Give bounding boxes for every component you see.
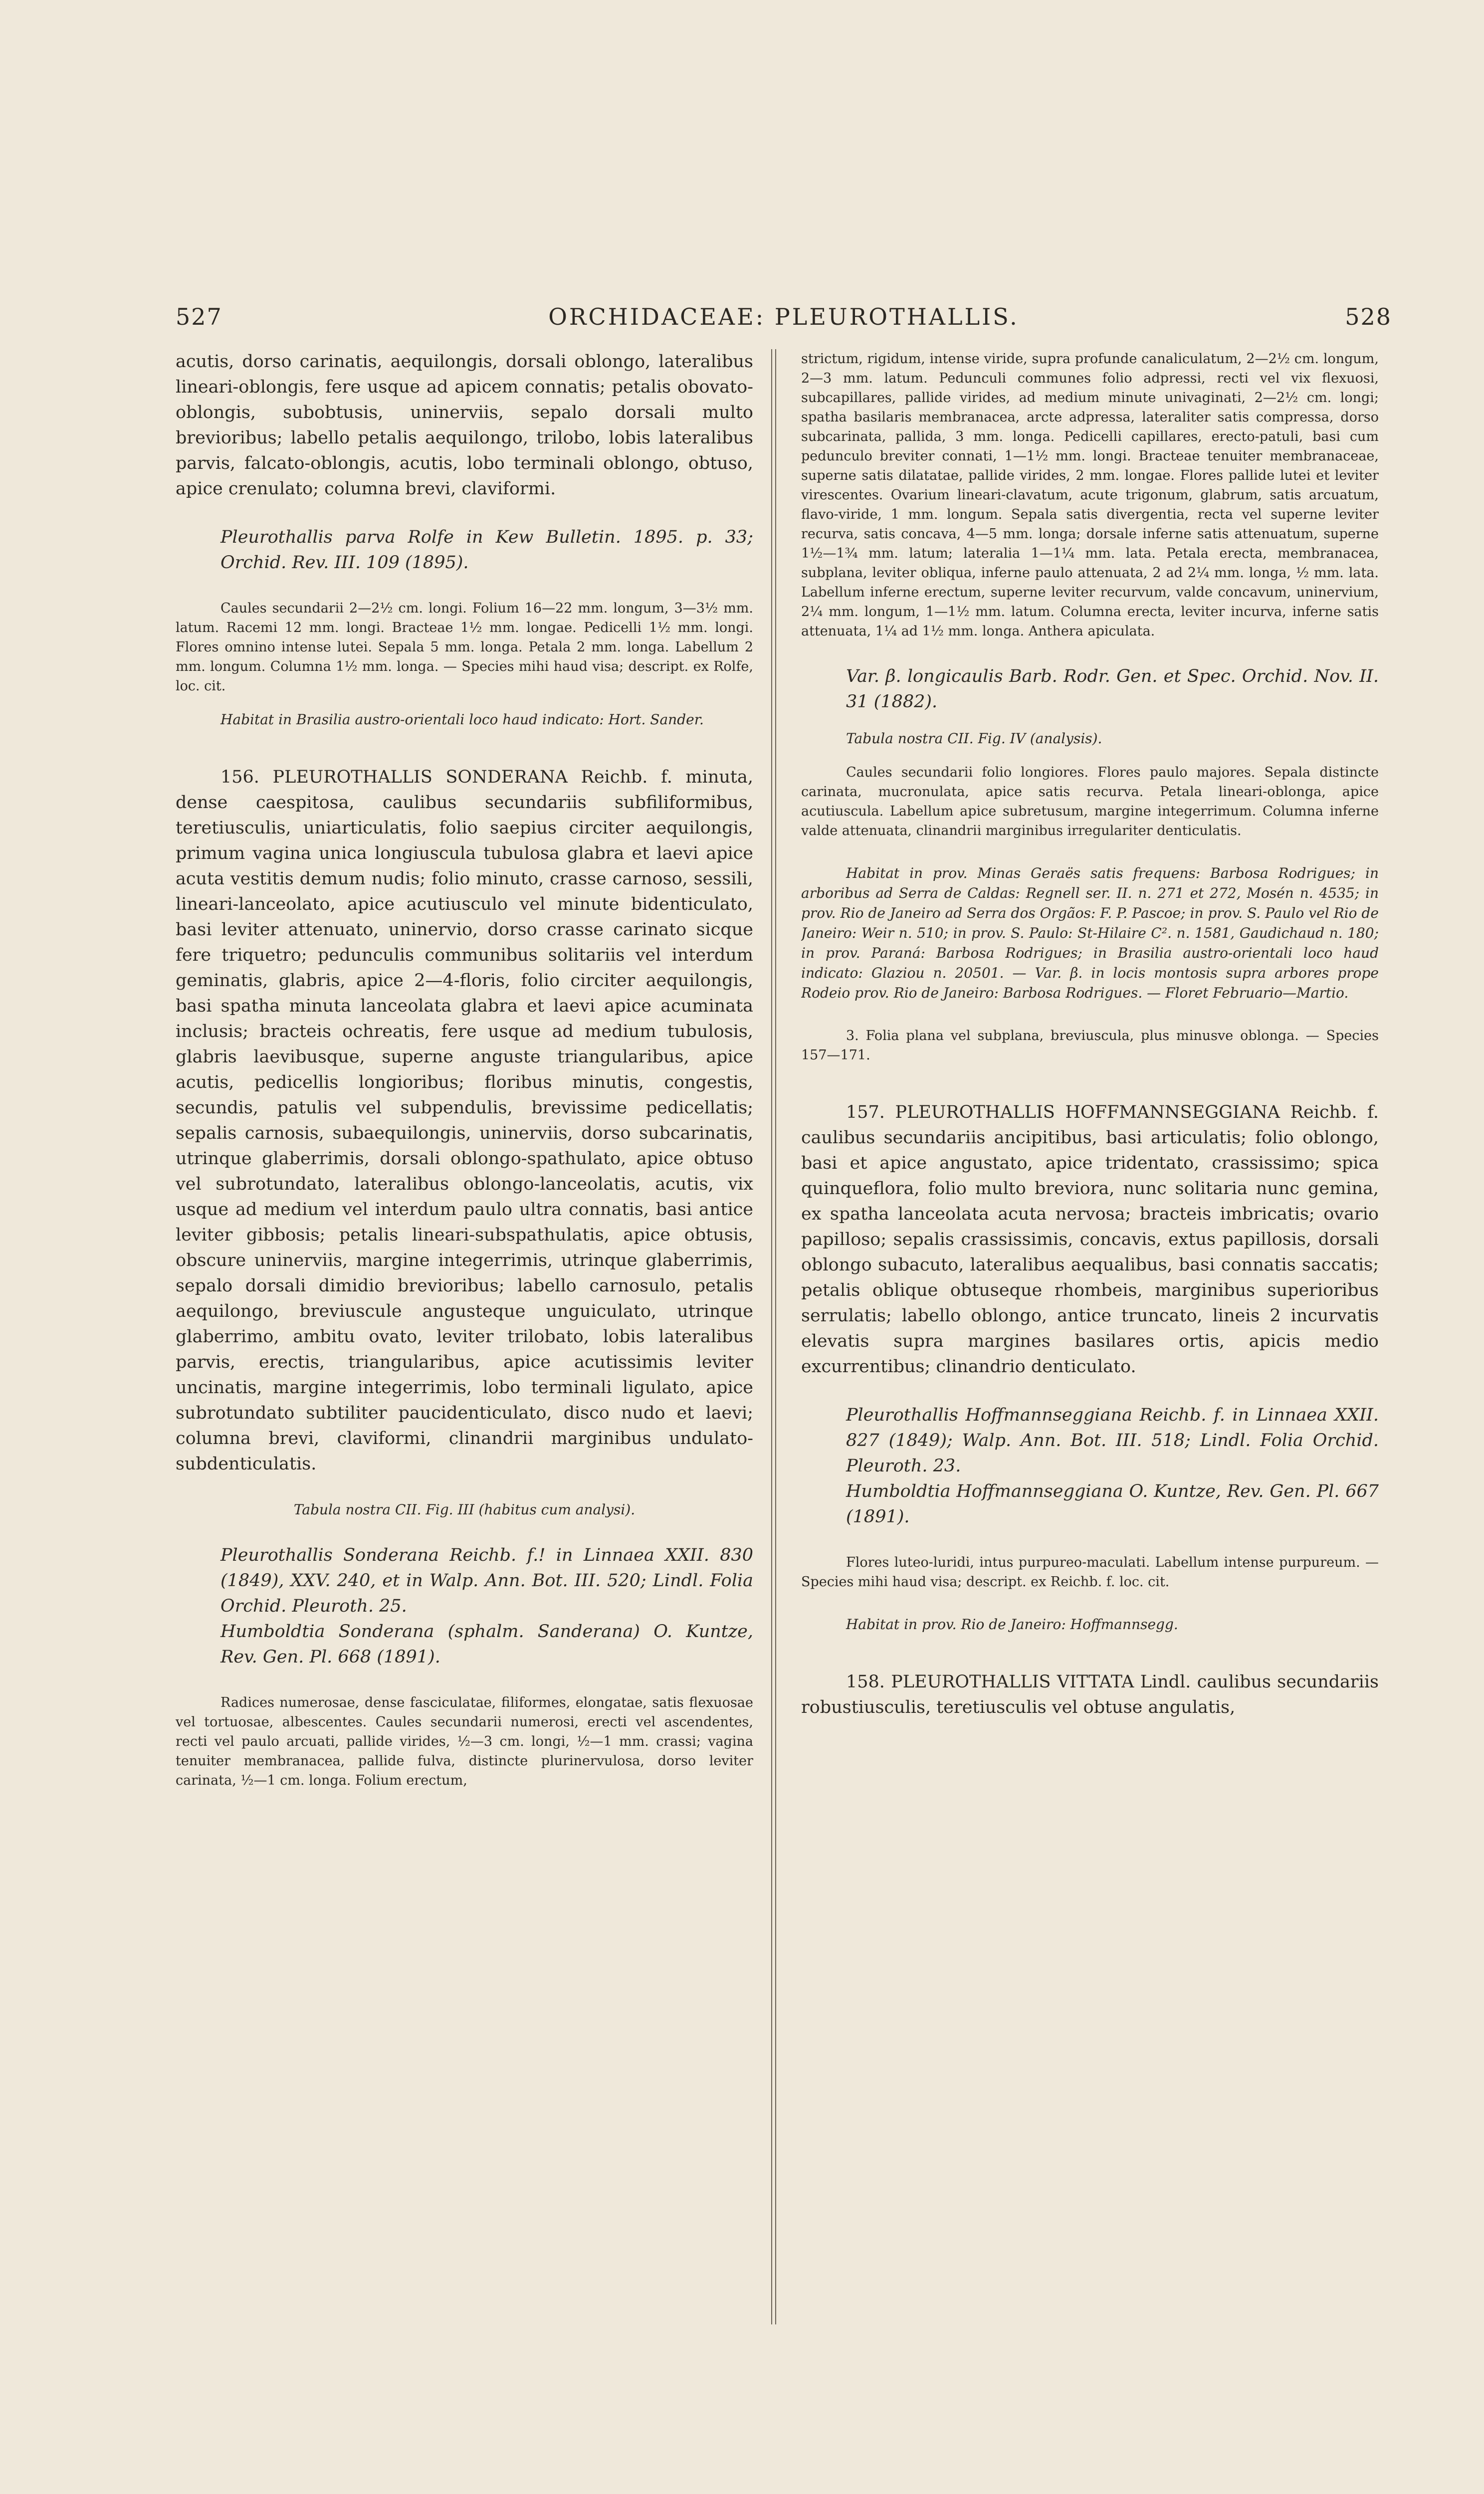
synonymy-citation: Humboldtia Hoffmannseggiana O. Kuntze, Rev. Gen. Pl. 667 (1891).	[846, 1481, 1379, 1527]
detailed-description-continued: strictum, rigidum, intense viride, supra profunde canaliculatum, 2—2½ cm. longum, 2—3 mm. latum. Pedunculi communes folio adpressi, recti vel vix flexuosi, subcapillares, pallide virides, ad medium minute univaginati, 2—2½ cm. longi; spatha basilaris membranacea, arcte adpressa, lateraliter satis compressa, dorso subcarinata, pallida, 3 mm. longa. Pedicelli capillares, erecto-patuli, basi cum pedunculo breviter connati, 1—1½ mm. longi. Bracteae tenuiter membranaceae, superne satis dilatatae, pallide virides, 2 mm. longae. Flores pallide lutei et leviter virescentes. Ovarium lineari-clavatum, acute trigonum, glabrum, satis arcuatum, flavo-viride, 1 mm. longum. Sepala satis divergentia, recta vel superne leviter recurva, satis concava, 4—5 mm. longa; dorsale inferne satis attenuatum, superne 1½—1¾ mm. latum; lateralia 1—1¼ mm. lata. Petala erecta, membranacea, subplana, leviter obliqua, inferne paulo attenuata, 2 ad 2¼ mm. longa, ½ mm. lata. Labellum inferne erectum, superne leviter recurvum, valde concavum, uninervium, 2¼ mm. longum, 1—1½ mm. latum. Columna erecta, leviter incurva, inferne satis attenuata, 1¼ ad 1½ mm. longa. Anthera apiculata.	[801, 351, 1379, 639]
habitat-note: Habitat in Brasilia austro-orientali loco haud indicato: Hort. Sander.	[220, 711, 704, 728]
synonymy-citation: Pleurothallis parva Rolfe in Kew Bulletin. 1895. p. 33; Orchid. Rev. III. 109 (1895).	[220, 527, 753, 573]
measurement-notes: Caules secundarii 2—2½ cm. longi. Folium 16—22 mm. longum, 3—3½ mm. latum. Racemi 12 mm. longi. Bracteae 1½ mm. longae. Pedicelli 1½ mm. longi. Flores omnino intense lutei. Sepala 5 mm. longa. Petala 2 mm. longa. Labellum 2 mm. longum. Columna 1½ mm. longa. — Species mihi haud visa; descript. ex Rolfe, loc. cit.	[176, 601, 753, 694]
column-divider	[771, 349, 776, 2324]
habitat-note: Habitat in prov. Minas Geraës satis frequens: Barbosa Rodrigues; in arboribus ad Serra de Caldas: Regnell ser. II. n. 271 et 272, Mosén n. 4535; in prov. Rio de Janeiro ad Serra dos Orgãos: F. P. Pascoe; in prov. S. Paulo vel Rio de Janeiro: Weir n. 510; in prov. S. Paulo: St-Hilaire C². n. 1581, Gaudichaud n. 180; in prov. Paraná: Barbosa Rodrigues; in Brasilia austro-orientali loco haud indicato: Glaziou n. 20501. — Var. β. in locis montosis supra arbores prope Rodeio prov. Rio de Janeiro: Barbosa Rodrigues. — Floret Februario—Martio.	[801, 865, 1379, 1001]
habitat-note: Habitat in prov. Rio de Janeiro: Hoffmannsegg.	[846, 1616, 1178, 1633]
description-continued: acutis, dorso carinatis, aequilongis, dorsali oblongo, lateralibus lineari-oblongis, fere usque ad apicem connatis; petalis obovato-oblongis, subobtusis, uninerviis, sepalo dorsali multo brevioribus; labello petalis aequilongo, trilobo, lobis lateralibus parvis, falcato-oblongis, acutis, lobo terminali oblongo, obtuso, apice crenulato; columna brevi, claviformi.	[176, 352, 753, 499]
synonymy-citation: Humboldtia Sonderana (sphalm. Sanderana) O. Kuntze, Rev. Gen. Pl. 668 (1891).	[220, 1622, 753, 1667]
right-page-number: 528	[1345, 303, 1392, 330]
species-157-description: 157. PLEUROTHALLIS HOFFMANNSEGGIANA Reichb. f. caulibus secundariis ancipitibus, basi articulatis; folio oblongo, basi et apice angustato, apice tridentato, crassissimo; spica quinqueflora, folio multo breviora, nunc solitaria nunc gemina, ex spatha lanceolata acuta nervosa; bracteis imbricatis; ovario papilloso; sepalis crassissimis, concavis, extus papillosis, dorsali oblongo subacuto, lateralibus aequalibus, basi connatis saccatis; petalis oblique obtuseque rhombeis, marginibus superioribus serrulatis; labello oblongo, antice truncato, lineis 2 incurvatis elevatis supra margines basilares ortis, apicis medio excurrentibus; clinandrio denticulato.	[801, 1102, 1379, 1377]
plate-reference: Tabula nostra CII. Fig. IV (analysis).	[846, 730, 1102, 747]
species-156-description: 156. PLEUROTHALLIS SONDERANA Reichb. f. minuta, dense caespitosa, caulibus secundariis subfiliformibus, teretiusculis, uniarticulatis, folio saepius circiter aequilongis, primum vagina unica longiuscula tubulosa glabra et laevi apice acuta vestitis demum nudis; folio minuto, crasse carnoso, sessili, lineari-lanceolato, apice acutiusculo vel minute bidenticulato, basi leviter attenuato, uninervio, dorso crasse carinato sicque fere triquetro; pedunculis communibus solitariis vel interdum geminatis, glabris, apice 2—4-floris, folio circiter aequilongis, basi spatha minuta lanceolata glabra et laevi apice acuminata inclusis; bracteis ochreatis, fere usque ad medium tubulosis, glabris laevibusque, superne anguste triangularibus, apice acutis, pedicellis longioribus; floribus minutis, congestis, secundis, patulis vel subpendulis, brevissime pedicellatis; sepalis carnosis, subaequilongis, uninerviis, dorso subcarinatis, utrinque glaberrimis, dorsali oblongo-spathulato, apice obtuso vel subrotundato, lateralibus oblongo-lanceolatis, acutis, vix usque ad medium vel interdum paulo ultra connatis, basi antice leviter gibbosis; petalis lineari-subspathulatis, apice obtusis, obscure uninerviis, margine integerrimis, utrinque glaberrimis, sepalo dorsali dimidio brevioribus; labello carnosulo, petalis aequilongo, breviuscule angusteque unguiculato, utrinque glaberrimo, ambitu ovato, leviter trilobato, lobis lateralibus parvis, erectis, triangularibus, apice acutissimis leviter uncinatis, margine integerrimis, lobo terminali ligulato, apice subrotundato subtiliter paucidenticulato, disco nudo et laevi; columna brevi, claviformi, clinandrii marginibus undulato-subdenticulatis.	[176, 767, 753, 1474]
variety-citation: Var. β. longicaulis Barb. Rodr. Gen. et Spec. Orchid. Nov. II. 31 (1882).	[846, 666, 1379, 712]
left-column	[176, 349, 753, 2334]
synonymy-citation: Pleurothallis Hoffmannseggiana Reichb. f. in Linnaea XXII. 827 (1849); Walp. Ann. Bot. III. 518; Lindl. Folia Orchid. Pleuroth. 23.	[846, 1405, 1379, 1476]
detailed-description: Radices numerosae, dense fasciculatae, filiformes, elongatae, satis flexuosae vel tortuosae, albescentes. Caules secundarii numerosi, erecti vel ascendentes, recti vel paulo arcuati, pallide virides, ½—3 cm. longi, ½—1 mm. crassi; vagina tenuiter membranacea, pallide fulva, distincte plurinervulosa, dorso leviter carinata, ½—1 cm. longa. Folium erectum,	[176, 1695, 753, 1788]
flower-notes: Flores luteo-luridi, intus purpureo-maculati. Labellum intense purpureum. — Species mihi haud visa; descript. ex Reichb. f. loc. cit.	[801, 1555, 1379, 1590]
species-158-description: 158. PLEUROTHALLIS VITTATA Lindl. caulibus secundariis robustiusculis, teretiusculis vel obtuse angulatis,	[801, 1672, 1379, 1717]
running-head	[176, 303, 1392, 338]
synonymy-citation: Pleurothallis Sonderana Reichb. f.! in Linnaea XXII. 830 (1849), XXV. 240, et in Walp. Ann. Bot. III. 520; Lindl. Folia Orchid. Pleuroth. 25.	[220, 1545, 753, 1616]
left-page-number: 527	[176, 303, 222, 330]
variety-description: Caules secundarii folio longiores. Flores paulo majores. Sepala distincte carinata, mucronulata, apice satis recurva. Petala lineari-oblonga, apice acutiuscula. Labellum apice subretusum, margine integerrimum. Columna inferne valde attenuata, clinandrii marginibus irregulariter denticulatis.	[801, 765, 1379, 838]
section-note: 3. Folia plana vel subplana, breviuscula, plus minusve oblonga. — Species 157—171.	[801, 1028, 1379, 1063]
right-column	[801, 349, 1379, 2334]
running-title: ORCHIDACEAE: PLEUROTHALLIS.	[548, 303, 1019, 330]
plate-reference: Tabula nostra CII. Fig. III (habitus cum analysi).	[293, 1501, 636, 1518]
